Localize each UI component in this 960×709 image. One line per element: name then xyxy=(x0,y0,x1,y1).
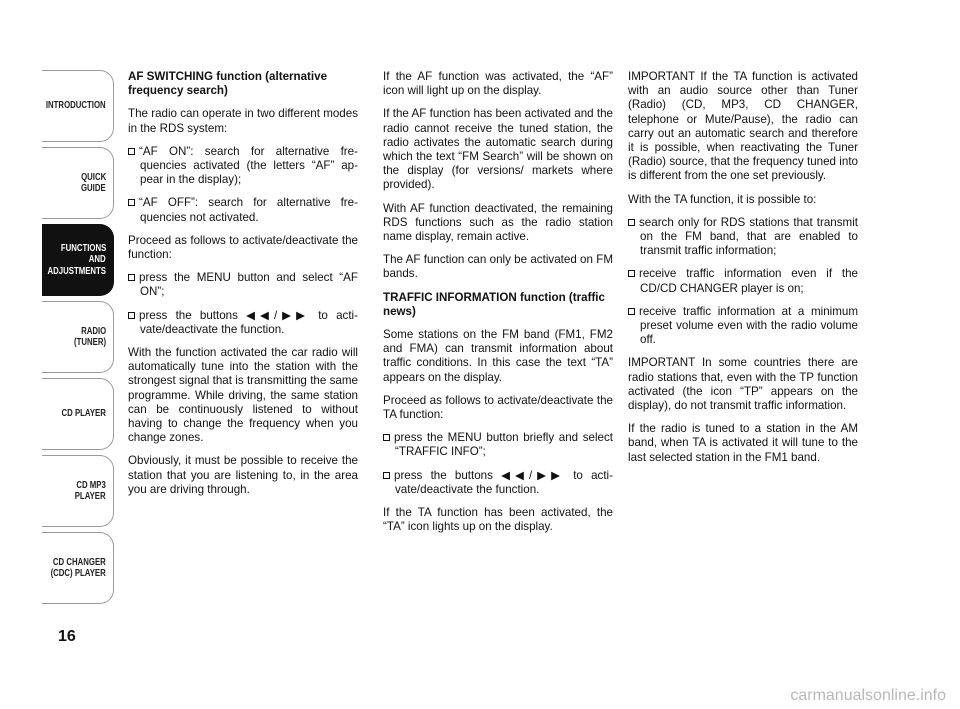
paragraph: Some stations on the FM band (FM1, FM2 and FMA) can transmit information about traffic conditions. In this case the text “TA” appears on the display. xyxy=(383,328,613,384)
column-2 xyxy=(383,70,613,543)
paragraph: IMPORTANT In some countries there are radio stations that, even with the TP function activated (the icon “TP” appears on the display), do not transmit traffic information. xyxy=(628,356,858,413)
checkbox-bullet-icon xyxy=(128,274,135,281)
paragraph: If the AF function was activated, the “AF” icon will light up on the display. xyxy=(383,70,613,98)
chapter-tab-6[interactable] xyxy=(42,455,114,527)
chapter-tab-label: FUNCTIONS xyxy=(60,242,106,254)
bullet-item: “AF ON”: search for alternative frequencies activated (the letters “AF” appear in the display); xyxy=(128,145,358,188)
chapter-tab-label: PLAYER xyxy=(75,491,106,502)
paragraph: If the radio is tuned to a station in the AM band, when TA is activated it will tune to the last selected station in the FM1 band. xyxy=(628,422,858,464)
chapter-tab-4[interactable] xyxy=(42,301,114,373)
checkbox-bullet-icon xyxy=(383,472,390,479)
bullet-item: search only for RDS stations that transmit on the FM band, that are enabled to transmit traffic information; xyxy=(628,216,858,259)
paragraph: Proceed as follows to activate/deactivate the TA function: xyxy=(383,393,613,422)
chapter-tab-7[interactable] xyxy=(42,532,114,604)
bullet-item: “AF OFF”: search for alternative frequencies not activated. xyxy=(128,196,358,224)
paragraph: IMPORTANT If the TA function is activated with an audio source other than Tuner (Radio) (CD, MP3, CD CHANGER, telephone or Mute/Pause), the radio can carry out an automatic search and therefore it is possible, when reactivating the Tuner (Radio) source, that the frequency tuned into is different from the one set previously. xyxy=(628,70,858,183)
paragraph: Obviously, it must be possible to receive the station that you are listening to, in the area you are driving through. xyxy=(128,454,358,496)
section-heading: AF SWITCHING function (alternative frequency search) xyxy=(128,70,328,98)
checkbox-bullet-icon xyxy=(128,312,135,319)
chapter-tab-label: QUICK xyxy=(80,171,106,183)
checkbox-bullet-icon xyxy=(628,219,635,226)
paragraph: Proceed as follows to activate/deactivate the function: xyxy=(128,233,358,262)
paragraph: With AF function deactivated, the remaining RDS functions such as the radio station name display, remain active. xyxy=(383,201,613,244)
chapter-tab-label: CD CHANGER xyxy=(53,556,106,568)
bullet-item: receive traffic information at a minimum preset volume even with the radio volume off. xyxy=(628,305,858,348)
chapter-tab-label: (CDC) PLAYER xyxy=(50,568,106,579)
page-number: 16 xyxy=(58,628,76,645)
checkbox-bullet-icon xyxy=(383,434,390,441)
chapter-tab-1[interactable] xyxy=(42,70,114,142)
chapter-tab-3[interactable] xyxy=(42,224,114,296)
paragraph: If the AF function has been activated and the radio cannot receive the tuned station, the radio activates the automatic search during which the text “FM Search” will be shown on the display (for versions/ markets where provided). xyxy=(383,107,613,192)
chapter-tab-label: CD MP3 xyxy=(76,479,106,491)
paragraph: The AF function can only be activated on FM bands. xyxy=(383,253,613,281)
chapter-tab-2[interactable] xyxy=(42,147,114,219)
paragraph: The radio can operate in two different modes in the RDS system: xyxy=(128,107,358,135)
bullet-item: receive traffic information even if the CD/CD CHANGER player is on; xyxy=(628,267,858,295)
bullet-item: press the MENU button briefly and select “TRAFFIC INFO”; xyxy=(383,431,613,459)
chapter-tab-label: AND xyxy=(89,254,106,266)
checkbox-bullet-icon xyxy=(628,270,635,277)
chapter-tab-label: GUIDE xyxy=(81,183,106,194)
column-1 xyxy=(128,70,358,506)
column-3 xyxy=(628,70,858,474)
paragraph: With the function activated the car radio will automatically tune into the station with the strongest signal that is transmitting the same programme. While driving, the same station can be continuously listened to without having to change the frequency when you change zones. xyxy=(128,346,358,445)
chapter-tab-label: (TUNER) xyxy=(73,337,106,348)
section-heading: TRAFFIC INFORMATION function (traffic news) xyxy=(383,290,605,318)
checkbox-bullet-icon xyxy=(128,199,135,206)
watermark: carmanualsonline.info xyxy=(790,687,946,704)
checkbox-bullet-icon xyxy=(128,148,135,155)
bullet-item: press the buttons ◀◀/▶▶ to activate/deactivate the function. xyxy=(383,469,613,497)
paragraph: With the TA function, it is possible to: xyxy=(628,192,817,206)
paragraph: If the TA function has been activated, the “TA” icon lights up on the display. xyxy=(383,506,613,534)
chapter-tab-label: RADIO xyxy=(80,325,106,337)
checkbox-bullet-icon xyxy=(628,308,635,315)
chapter-tab-label: CD PLAYER xyxy=(61,408,106,420)
chapter-tab-label: INTRODUCTION xyxy=(46,100,106,112)
bullet-item: press the buttons ◀◀/▶▶ to activate/deactivate the function. xyxy=(128,309,358,337)
chapter-tab-label: ADJUSTMENTS xyxy=(47,265,106,277)
chapter-tab-5[interactable] xyxy=(42,378,114,450)
bullet-item: press the MENU button and select “AF ON”; xyxy=(128,271,358,299)
